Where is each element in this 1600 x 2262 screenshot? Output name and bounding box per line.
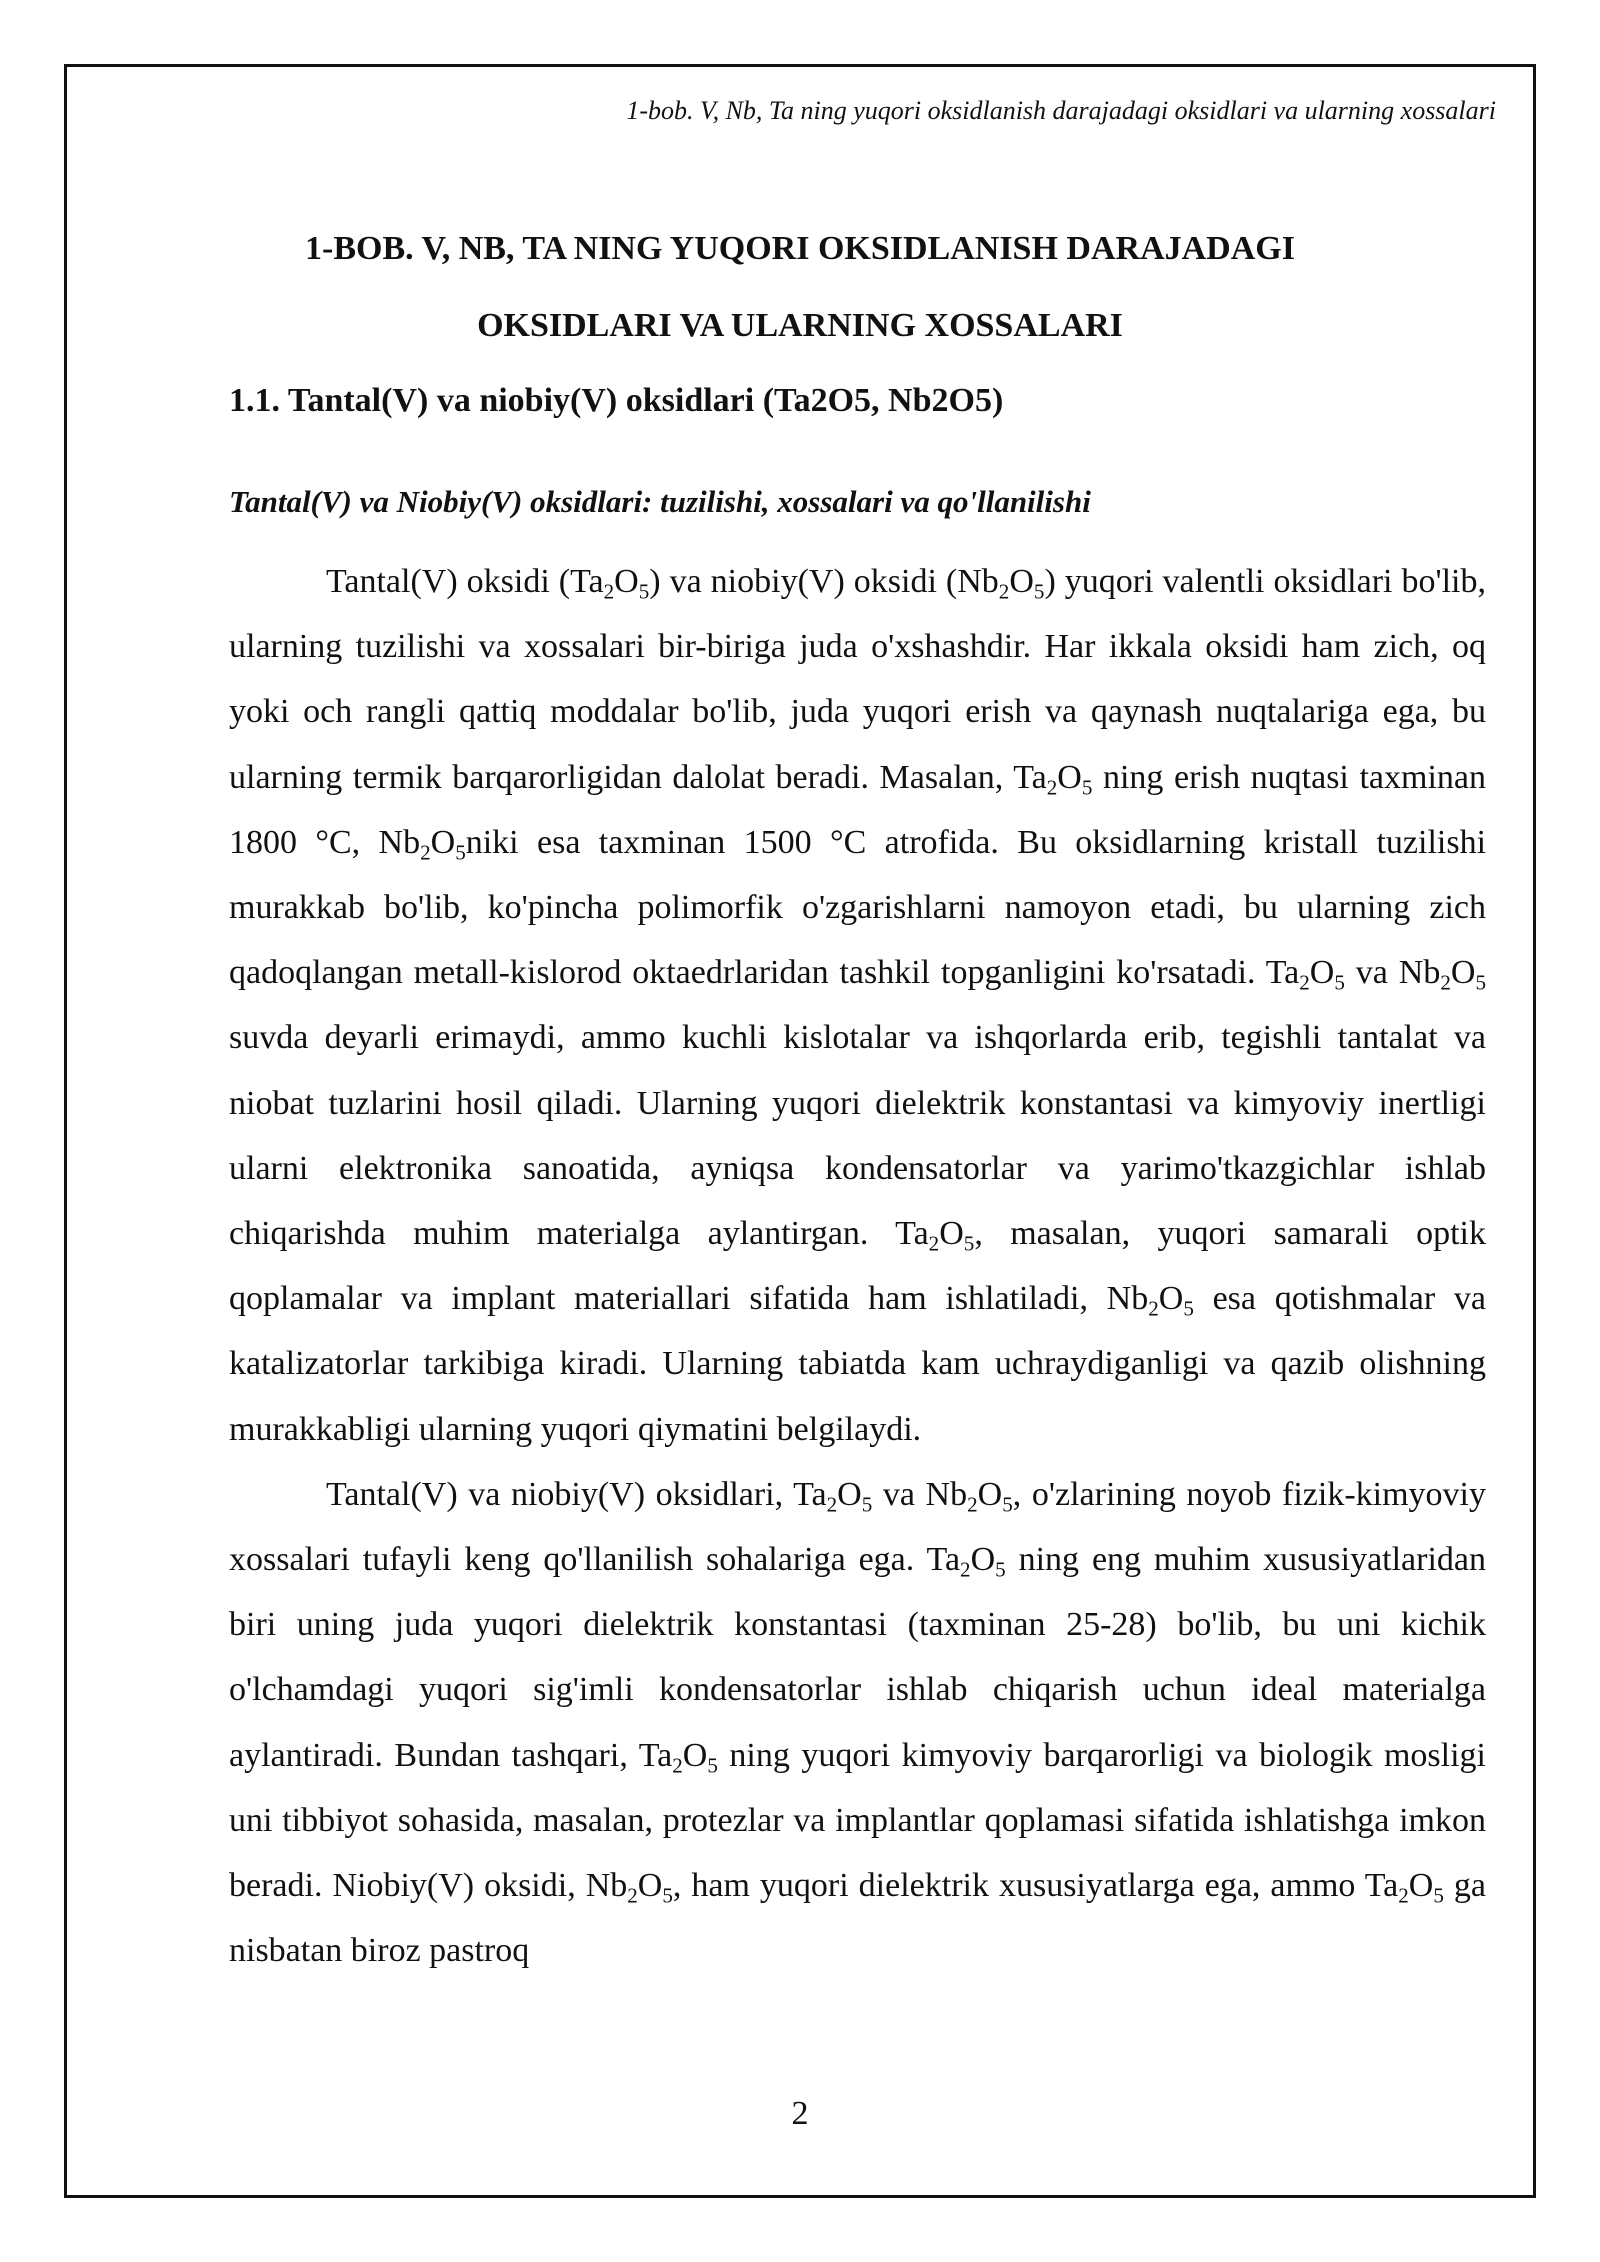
- running-header: 1-bob. V, Nb, Ta ning yuqori oksidlanish darajadagi oksidlari va ularning xossalari: [626, 96, 1496, 125]
- paragraph: Tantal(V) oksidi $(Ta_2O_5)$ va niobiy(V) oksidi $(Nb_2O_5)$ yuqori valentli oksidlari bo'lib, ularning tuzilishi va xossalari bir-biriga juda o'xshashdir. Har ikkala oksidi ham zich, oq yoki och rangli qattiq moddalar bo'lib, juda yuqori erish va qaynash nuqtalariga ega, bu ularning termik barqarorligidan dalolat beradi. Masalan, $Ta_2O_5$ ning erish nuqtasi taxminan 1800 °C, $Nb_2O_5niki$ esa taxminan 1500 °C atrofida. Bu oksidlarning kristall tuzilishi murakkab bo'lib, ko'pincha polimorfik o'zgarishlarni namoyon etadi, bu ularning zich qadoqlangan metall-kislorod oktaedrlaridan tashkil topganligini ko'rsatadi. $Ta_2O_5$ va $Nb_2O_5$ suvda deyarli erimaydi, ammo kuchli kislotalar va ishqorlarda erib, tegishli tantalat va niobat tuzlarini hosil qiladi. Ularning yuqori dielektrik konstantasi va kimyoviy inertligi ularni elektronika sanoatida, ayniqsa kondensatorlar va yarimo'tkazgichlar ishlab chiqarishda muhim materialga aylantirgan. $Ta_2O_5$, masalan, yuqori samarali optik qoplamalar va implant materiallari sifatida ham ishlatiladi, $Nb_2O_5$ esa qotishmalar va katalizatorlar tarkibiga kiradi. Ularning tabiatda kam uchraydiganligi va qazib olishning murakkabligi ularning yuqori qiymatini belgilaydi.: [229, 563, 1487, 1448]
- section-title: 1.1. Tantal(V) va niobiy(V) oksidlari (Ta2O5, Nb2O5): [229, 382, 1004, 419]
- section-subtitle: Tantal(V) va Niobiy(V) oksidlari: tuzilishi, xossalari va qo'llanilishi: [229, 484, 1091, 519]
- chapter-title: 1-BOB. V, NB, TA NING YUQORI OKSIDLANISH DARAJADAGI OKSIDLARI VA ULARNING XOSSALARI: [305, 230, 1295, 344]
- page-number: 2: [791, 2095, 809, 2132]
- body-text: [229, 549, 1486, 1983]
- paragraph: Tantal(V) va niobiy(V) oksidlari, $Ta_2O_5$ va $Nb_2O_5$, o'zlarining noyob fizik-kimyoviy xossalari tufayli keng qo'llanilish sohalariga ega. $Ta_2O_5$ ning eng muhim xususiyatlaridan biri uning juda yuqori dielektrik konstantasi (taxminan 25-28) bo'lib, bu uni kichik o'lchamdagi yuqori sig'imli kondensatorlar ishlab chiqarish uchun ideal materialga aylantiradi. Bundan tashqari, $Ta_2O_5$ ning yuqori kimyoviy barqarorligi va biologik mosligi uni tibbiyot sohasida, masalan, protezlar va implantlar qoplamasi sifatida ishlatishga imkon beradi. Niobiy(V) oksidi, $Nb_2O_5$, ham yuqori dielektrik xususiyatlarga ega, ammo $Ta_2O_5$ ga nisbatan biroz pastroq: [229, 1475, 1487, 1970]
